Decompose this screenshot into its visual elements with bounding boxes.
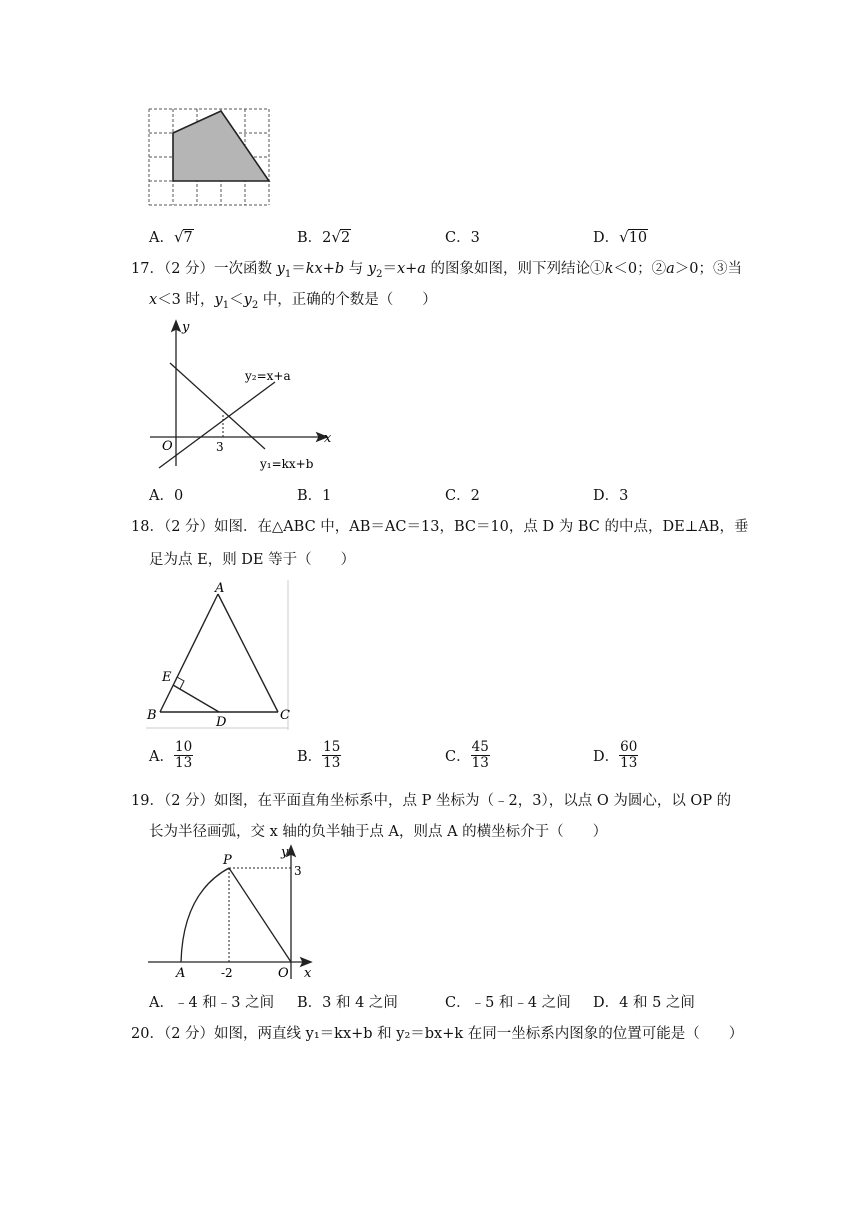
q19-line2: 长为半径画弧，交 x 轴的负半轴于点 A，则点 A 的横坐标介于（ ）: [149, 824, 608, 840]
q16-option-a: A．√7: [149, 228, 193, 246]
q19-label-x: x: [304, 966, 312, 981]
q18-option-a: A． $\frac{10}{13}$: [149, 739, 193, 771]
q18-label-b: B: [147, 708, 157, 723]
q16-grid-figure: [148, 108, 272, 208]
q17-option-b: B．1: [297, 488, 332, 504]
q18-segment-de: [173, 685, 219, 712]
q19-label-y: y: [281, 845, 289, 860]
q18-option-d: D． $\frac{60}{13}$: [593, 739, 638, 771]
q18-label-a: A: [215, 581, 225, 596]
q17-tick-3: 3: [216, 440, 224, 454]
q19-option-c: C．﹣5 和﹣4 之间: [445, 995, 571, 1011]
q18-line1: 18．（2 分）如图．在△ABC 中，AB＝AC＝13，BC＝10，点 D 为 BC 的中点，DE⊥AB，垂: [131, 519, 749, 535]
q19-label-3: 3: [294, 864, 302, 878]
q17-option-c: C．2: [445, 488, 480, 504]
q18-label-c: C: [280, 708, 290, 723]
q16-option-c: C．3: [445, 230, 480, 246]
q19-arc: [181, 868, 229, 962]
q17-graph-figure: [145, 318, 335, 478]
q16-option-b: B．2√2: [297, 228, 351, 246]
q19-arc-figure: [145, 843, 325, 981]
q18-label-e: E: [162, 670, 172, 685]
q17-line1: 17．（2 分）一次函数 $y_1=kx+b$ 与 $y_2=x+a$ 的图象如图，则下列结论①k＜0；②a＞0；③当: [131, 261, 742, 280]
q19-label-p: P: [223, 853, 232, 868]
q18-option-c: C． $\frac{45}{13}$: [445, 739, 489, 771]
q17-option-d: D．3: [593, 488, 629, 504]
q17-line2: x＜3 时，$y_1<y_2$ 中，正确的个数是（ ）: [149, 292, 437, 311]
q17-y-axis-label: y: [182, 320, 190, 335]
q16-shaded-quadrilateral: [173, 111, 269, 181]
q18-option-b: B． $\frac{15}{13}$: [297, 739, 341, 771]
q18-triangle-figure: [144, 578, 294, 732]
q18-line2: 足为点 E，则 DE 等于（ ）: [149, 552, 356, 568]
q16-option-d: D．√10: [593, 228, 648, 246]
q19-line1: 19．（2 分）如图，在平面直角坐标系中，点 P 坐标为（﹣2，3），以点 O 为圆心，以 OP 的: [131, 793, 732, 809]
q19-label-o: O: [278, 966, 289, 981]
q19-segment-op: [229, 868, 291, 962]
q19-option-d: D．4 和 5 之间: [593, 995, 695, 1011]
q18-label-d: D: [216, 715, 227, 730]
q17-x-axis-label: x: [324, 431, 332, 446]
q19-label-neg2: -2: [221, 966, 233, 980]
q19-label-a: A: [176, 966, 186, 981]
q20-line: 20．（2 分）如图，两直线 y₁＝kx+b 和 y₂＝bx+k 在同一坐标系内图象的位置可能是（ ）: [131, 1026, 744, 1042]
q19-option-b: B．3 和 4 之间: [297, 995, 398, 1011]
q17-line2-label: y₂=x+a: [245, 369, 291, 383]
q17-option-a: A．0: [149, 488, 184, 504]
q17-line1-label: y₁=kx+b: [260, 457, 314, 471]
q17-origin-label: O: [162, 439, 173, 454]
q19-option-a: A．﹣4 和﹣3 之间: [149, 995, 275, 1011]
